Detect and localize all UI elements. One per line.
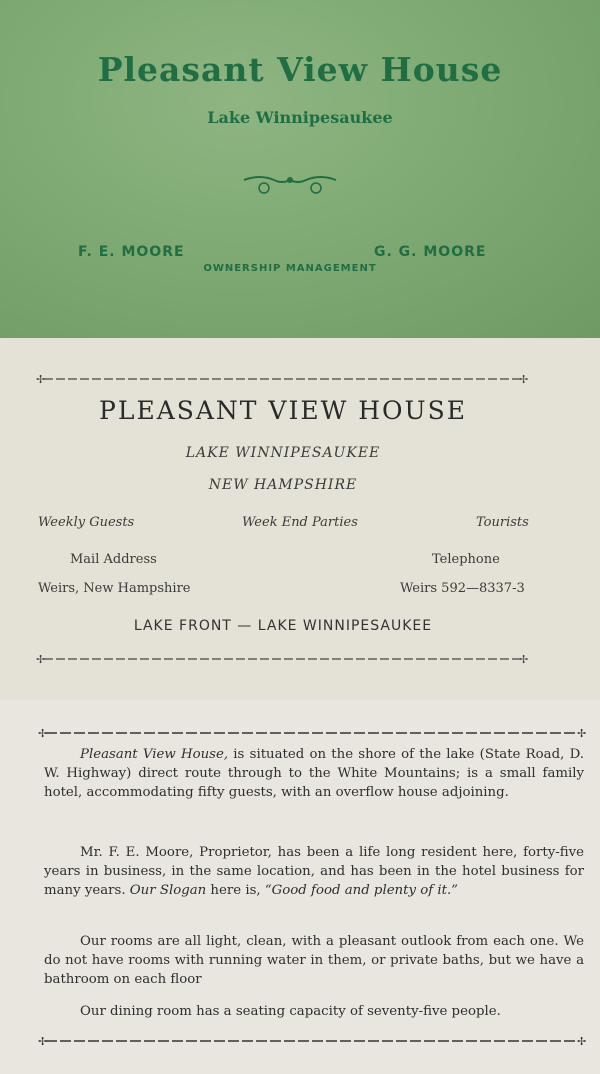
description-page [0,700,600,1074]
cover-subtitle: Lake Winnipesaukee [207,108,393,127]
svg-text:✢: ✢ [38,1036,48,1047]
mail-label: Mail Address [70,552,157,567]
ownership-caption: OWNERSHIP MANAGEMENT [203,263,377,274]
owner-name-left: F. E. MOORE [78,244,185,260]
service-weekly-guests: Weekly Guests [38,515,135,530]
svg-text:✢: ✢ [519,374,529,385]
svg-text:✢: ✢ [519,654,529,665]
bottom-divider [34,653,530,665]
cover-title: Pleasant View House [97,50,503,89]
cover-panel [0,0,600,338]
service-tourists: Tourists [476,515,529,530]
business-card [0,338,600,700]
lake-front-line: LAKE FRONT — LAKE WINNIPESAUKEE [133,618,433,634]
paragraph-location-text: is situated on the shore of the lake (State Road, D. W. Highway) direct route through to the White Mountains; is a small family hotel, accommodating fifty guests, with an overflow house adjoining. [44,747,584,800]
paragraph-proprietor-join: here is, [206,883,265,898]
page-bottom-divider [36,1035,588,1047]
top-divider [34,373,530,385]
paragraph-location [44,745,584,802]
paragraph-rooms: Our rooms are all light, clean, with a pleasant outlook from each one. We do not have rooms with running water in them, or private baths, but we have a bathroom on each floor [44,934,584,987]
slogan-label: Our Slogan [129,883,207,898]
paragraph-proprietor-text: Mr. F. E. Moore, Proprietor, has been a life long resident here, forty-five years in business, in the same location, and has been in the hotel business for many years. [44,845,584,898]
svg-text:✢: ✢ [36,654,46,665]
ornament-icon [240,170,340,200]
svg-text:✢: ✢ [577,728,587,739]
page-top-divider [36,727,588,739]
slogan-quote: “Good food and plenty of it.” [264,883,458,898]
mail-address: Weirs, New Hampshire [38,581,191,596]
owner-name-right: G. G. MOORE [374,244,487,260]
hotel-name-emphasis: Pleasant View House, [80,747,229,762]
svg-text:✢: ✢ [577,1036,587,1047]
service-weekend-parties: Week End Parties [242,515,358,530]
telephone-number: Weirs 592—8337-3 [400,581,525,596]
svg-text:✢: ✢ [36,374,46,385]
paragraph-dining: Our dining room has a seating capacity of seventy-five people. [80,1004,501,1019]
card-state: NEW HAMPSHIRE [208,477,358,493]
card-title: PLEASANT VIEW HOUSE [99,396,467,425]
svg-text:✢: ✢ [38,728,48,739]
telephone-label: Telephone [432,552,500,567]
card-location: LAKE WINNIPESAUKEE [185,445,381,461]
paragraph-proprietor [44,843,584,900]
